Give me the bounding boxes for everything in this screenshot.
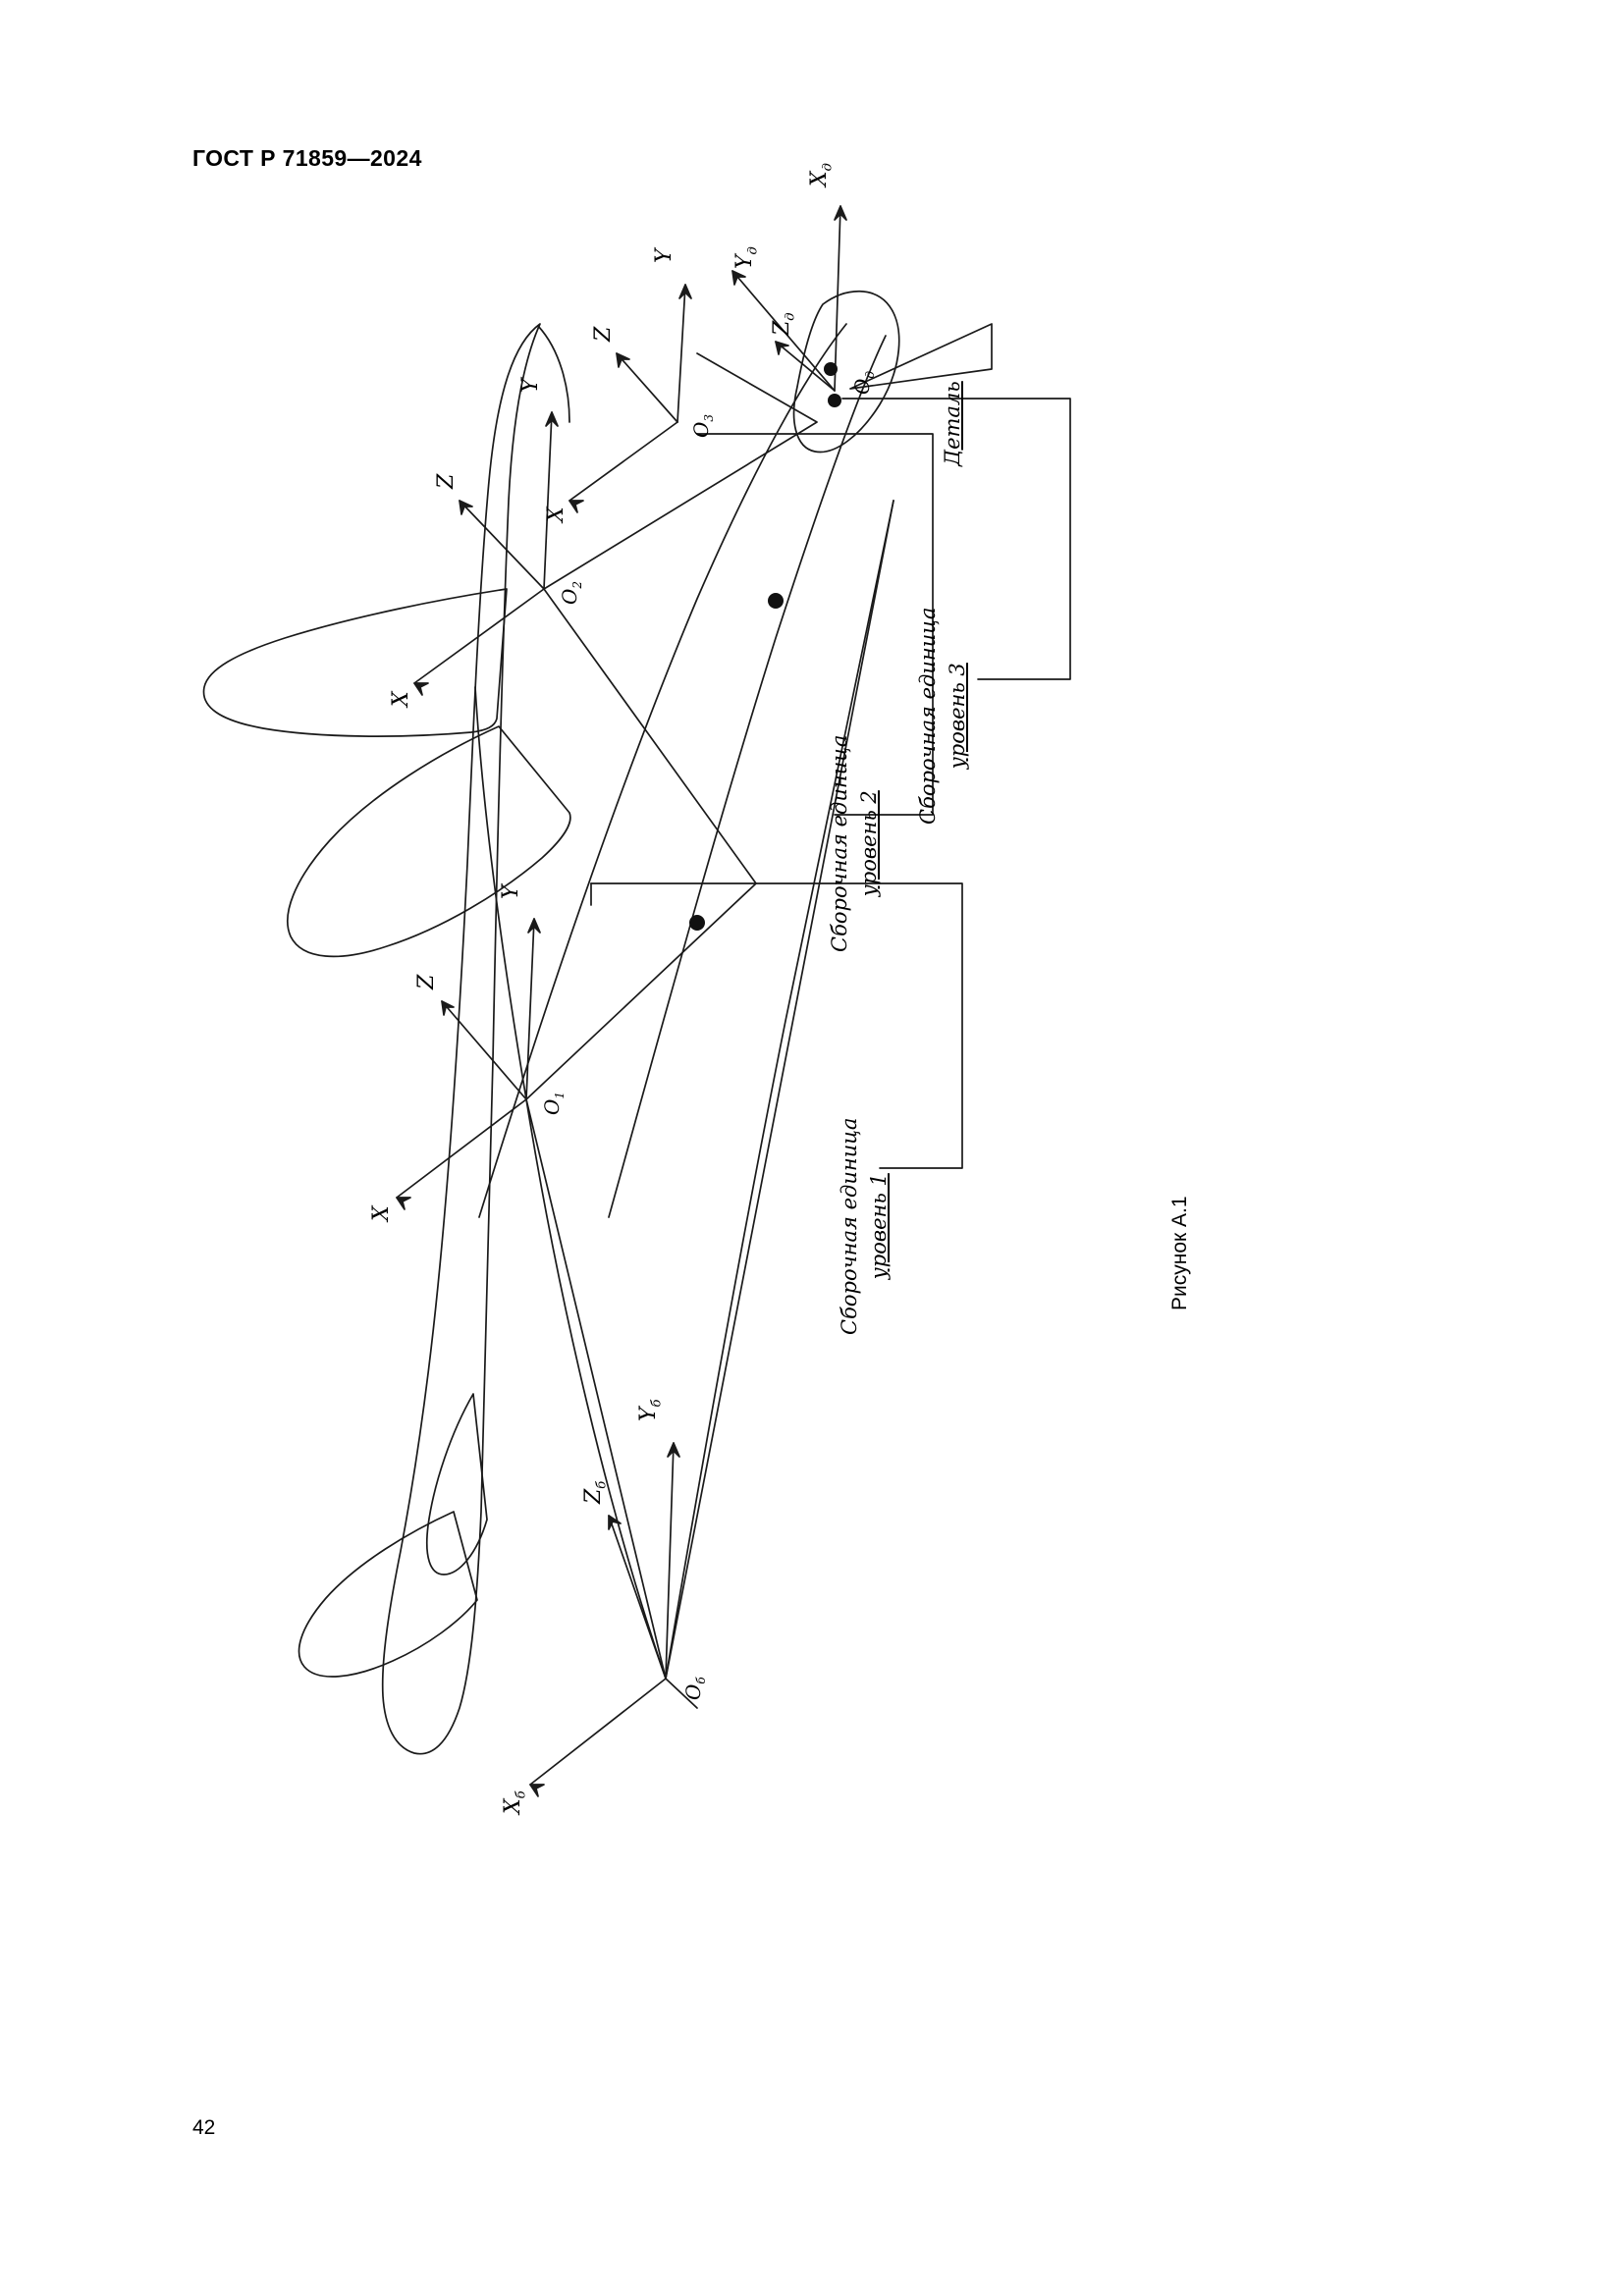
node-dot-detail-1 [824,362,838,376]
axis-label-detail-x: $X_д$ [807,163,836,187]
axis-label-asm1-z: Z [414,974,439,989]
aircraft-nose-edge [538,326,569,422]
node-dot-detail-2 [828,394,841,407]
origin-label-detail: $O_д$ [850,370,877,395]
axis-label-base-x: $X_б$ [501,1790,529,1814]
origin-label-asm2: $O_2$ [558,580,584,605]
axis-label-asm1-x: X [369,1205,394,1221]
aircraft-tailplane [299,1512,477,1677]
page-number: 42 [192,2116,216,2139]
axis-label-asm1-y: Y [499,884,523,899]
axis-triad-asm2 [414,412,558,695]
scheme-detail-capsule [794,292,899,453]
aircraft-fin [427,1394,487,1575]
axis-label-asm3-y: Y [652,248,677,263]
scheme-axis-line [666,501,893,1679]
leader-asm2 [697,434,933,815]
axis-label-base-y: $Y_б$ [636,1399,665,1421]
axis-label-asm2-y: Y [518,378,543,393]
aircraft-wing-right [288,726,570,956]
axis-label-asm3-x: X [544,507,568,522]
scheme-node-dots [689,362,841,931]
figure-caption: Рисунок А.1 [1168,1196,1191,1310]
origin-label-asm3: $O_3$ [689,413,716,438]
axis-label-detail-z: $Z_д$ [770,312,798,336]
axis-label-detail-y: $Y_д$ [732,246,761,269]
origin-label-asm1: $O_1$ [540,1091,567,1115]
label-assembly-level-1: Сборочная единица уровень 1 [838,1117,892,1335]
label-detail: Деталь [941,381,964,466]
axis-triad-asm1 [397,919,540,1209]
node-dot-asm3 [768,593,784,609]
page-header-standard-number: ГОСТ Р 71859—2024 [192,145,422,171]
axis-triad-asm3 [569,285,691,512]
label-assembly-level-2: Сборочная единица уровень 2 [828,734,882,952]
figure-a1 [147,163,1542,2101]
axis-label-asm2-x: X [389,691,413,707]
axis-label-base-z: $Z_б$ [581,1480,610,1504]
axis-label-asm2-z: Z [434,473,459,489]
label-assembly-level-3: Сборочная единица уровень 3 [916,607,970,825]
scheme-arc-inner [475,687,666,1679]
leader-asm1 [591,883,962,1168]
axis-label-asm3-z: Z [591,326,616,342]
aircraft-wing-left [204,589,508,736]
node-dot-asm2 [689,915,705,931]
origin-label-base: $O_б$ [681,1677,708,1700]
